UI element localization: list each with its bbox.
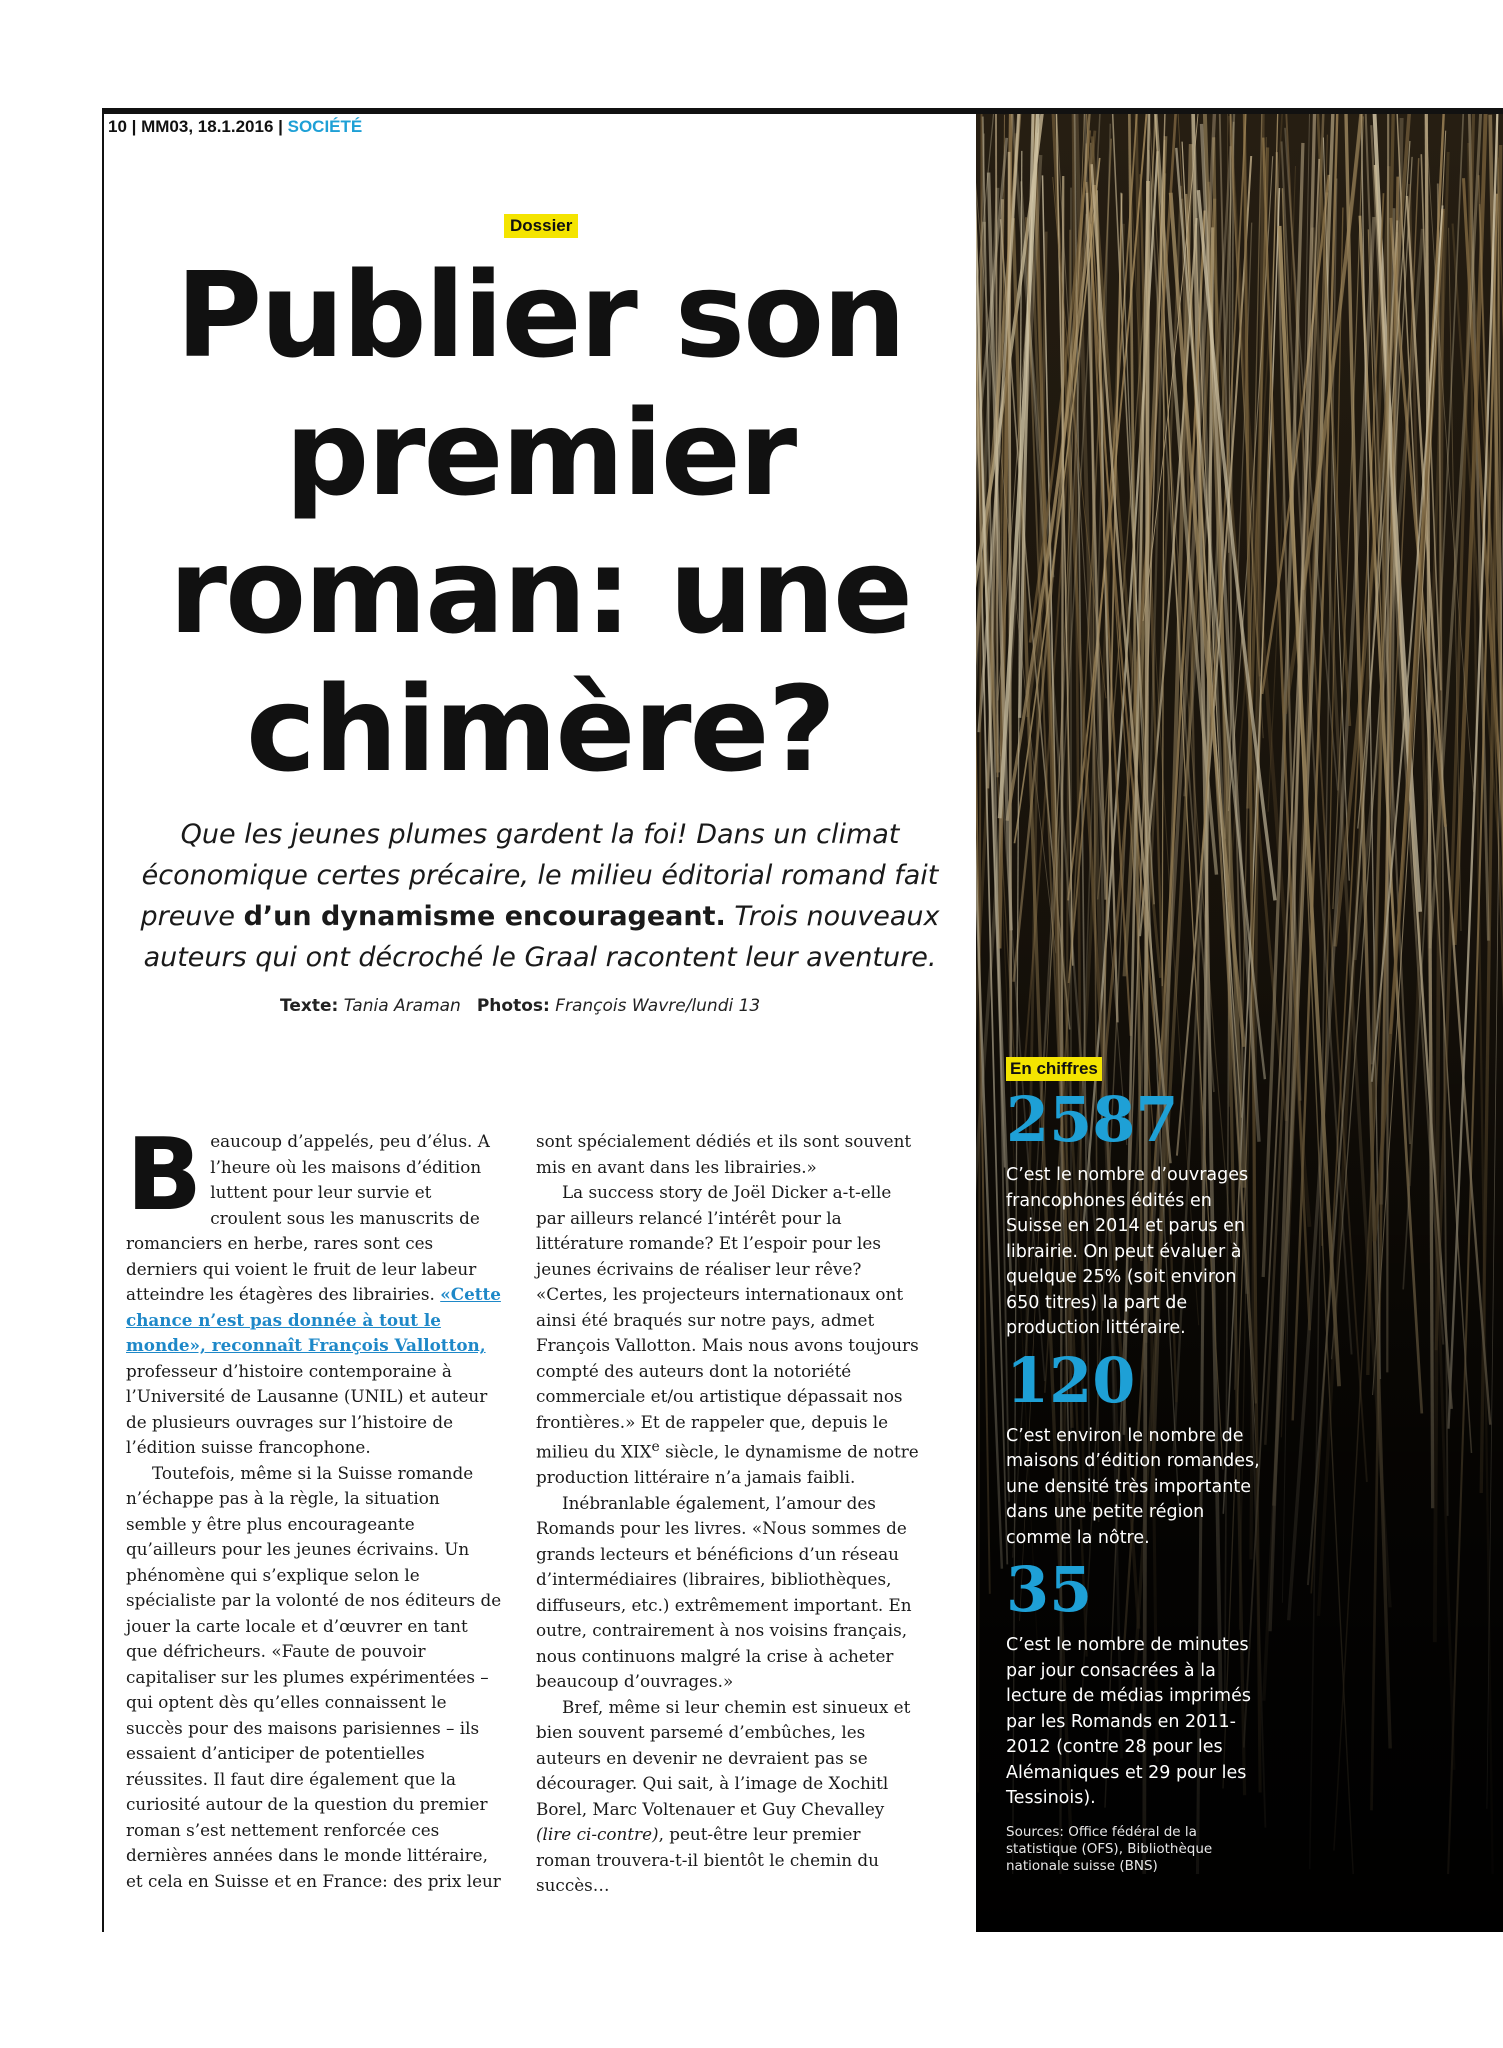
paragraph-1: [126, 1116, 504, 1461]
stat-number: 35: [1006, 1553, 1093, 1626]
paragraph-6-end: , peut-être leur premier roman trouvera-t-il bientôt le chemin du succès…: [536, 1824, 879, 1896]
stats-sidebar: [1006, 1057, 1266, 1875]
left-margin-rule: [102, 114, 104, 1932]
credit-photo-label: Photos:: [476, 996, 550, 1016]
paragraph-6: [536, 1695, 920, 1899]
stat-text: C’est environ le nombre de maisons d’édition romandes, une densité très importante dans une petite région comme la nôtre.: [1006, 1425, 1260, 1548]
credit-photo-value: François Wavre/lundi 13: [555, 996, 761, 1016]
section-label: SOCIÉTÉ: [287, 117, 363, 136]
article-lede: [118, 814, 962, 978]
paragraph-6-start: Bref, même si leur chemin est sinueux et bien souvent parsemé d’embûches, les auteurs en devenir ne devraient pas se décourager. Qui sait, à l’image de Xochitl Borel, Marc Voltenauer et Guy Chevalley: [536, 1696, 911, 1819]
paragraph-4: [536, 1180, 920, 1491]
stat-number: 2587: [1006, 1083, 1179, 1156]
superscript: e: [651, 1439, 660, 1455]
stat-text: C’est le nombre de minutes par jour consacrées à la lecture de médias imprimés par les Romands en 2011-2012 (contre 28 pour les Alémaniques et 29 pour les Tessinois).: [1006, 1635, 1251, 1808]
dossier-tag: Dossier: [504, 214, 578, 238]
stats-tag: En chiffres: [1006, 1057, 1102, 1081]
paragraph-1-end: professeur d’histoire contemporaine à l’Université de Lausanne (UNIL) et auteur de plusieurs ouvrages sur l’histoire de l’édition suisse francophone.: [126, 1360, 488, 1457]
lede-bold: d’un dynamisme encourageant.: [243, 901, 726, 932]
paragraph-6-italic: (lire ci-contre): [536, 1824, 659, 1845]
drop-cap: B: [126, 1116, 203, 1233]
paragraph-4-start: La success story de Joël Dicker a-t-elle par ailleurs relancé l’intérêt pour la littérature romande? Et l’espoir pour les jeunes écrivains de réaliser leur rêve? «Certes, les projecteurs internationaux ont ainsi été braqués sur notre pays, admet François Vallotton. Mais nous avons toujours compté des auteurs dont la notoriété commerciale et/ou artistique dépassait nos frontières.» Et de rappeler que, depuis le milieu du XIX: [536, 1182, 919, 1462]
stat-number: 120: [1006, 1343, 1136, 1417]
stat-block: [1006, 1343, 1266, 1552]
folio: [108, 117, 362, 137]
stat-text: C’est le nombre d’ouvrages francophones édités en Suisse en 2014 et parus en librairie. On peut évaluer à quelque 25% (soit environ 650 titres) la part de production littéraire.: [1006, 1165, 1249, 1338]
article-title: Publier son premier roman: une chimère?: [168, 246, 912, 798]
stats-sources: Sources: Office fédéral de la statistique (OFS), Bibliothèque nationale suisse (BNS): [1006, 1823, 1213, 1874]
credits: [280, 996, 776, 1016]
lede-start: Que les jeunes plumes gardent la foi! Dans un climat économique certes précaire, le milieu éditorial romand fait preuve: [140, 819, 939, 932]
lede-end: Trois nouveaux auteurs qui ont décroché le Graal racontent leur aventure.: [143, 901, 940, 973]
body-column-2: [536, 1129, 920, 1899]
credit-text-value: Tania Araman: [343, 996, 461, 1016]
paragraph-5: Inébranlable également, l’amour des Romands pour les livres. «Nous sommes de grands lecteurs et bénéficions d’un réseau d’intermédiaires (libraires, bibliothèques, diffuseurs, etc.) extrêmement important. En outre, contrairement à nos voisins français, nous continuons malgré la crise à acheter beaucoup d’ouvrages.»: [536, 1492, 912, 1692]
body-column-1: [126, 1116, 504, 1894]
stat-block: [1006, 1555, 1266, 1812]
folio-text: 10 | MM03, 18.1.2016 |: [108, 117, 288, 136]
highlighted-quote: «Cette chance n’est pas donnée à tout le monde», reconnaît François Vallotton,: [126, 1284, 501, 1355]
stat-block: [1006, 1085, 1266, 1342]
credit-text-label: Texte:: [280, 996, 339, 1016]
paragraph-2: Toutefois, même si la Suisse romande n’échappe pas à la règle, la situation semble y être plus encourageante qu’ailleurs pour les jeunes écrivains. Un phénomène qui s’explique selon le spécialiste par la volonté de nos éditeurs de jouer la carte locale et d’œuvrer en tant que défricheurs. «Faute de pouvoir capitaliser sur les plumes expérimentées – qui optent dès qu’elles connaissent le succès pour des maisons parisiennes – ils essaient d’anticiper de potentielles réussites. Il faut dire également que la curiosité autour de la question du premier roman s’est nettement renforcée ces dernières années dans le monde littéraire, et cela en Suisse et en France: des prix leur: [126, 1462, 502, 1891]
paragraph-3: sont spécialement dédiés et ils sont souvent mis en avant dans les librairies.»: [536, 1131, 912, 1177]
paragraph-4-end: siècle, le dynamisme de notre production littéraire n’a jamais faibli.: [536, 1441, 919, 1488]
paragraph-1-start: eaucoup d’appelés, peu d’élus. A l’heure où les maisons d’édition luttent pour leur survie et croulent sous les manuscrits de romanciers en herbe, rares sont ces derniers qui voient le fruit de leur labeur atteindre les étagères des librairies.: [126, 1131, 490, 1304]
